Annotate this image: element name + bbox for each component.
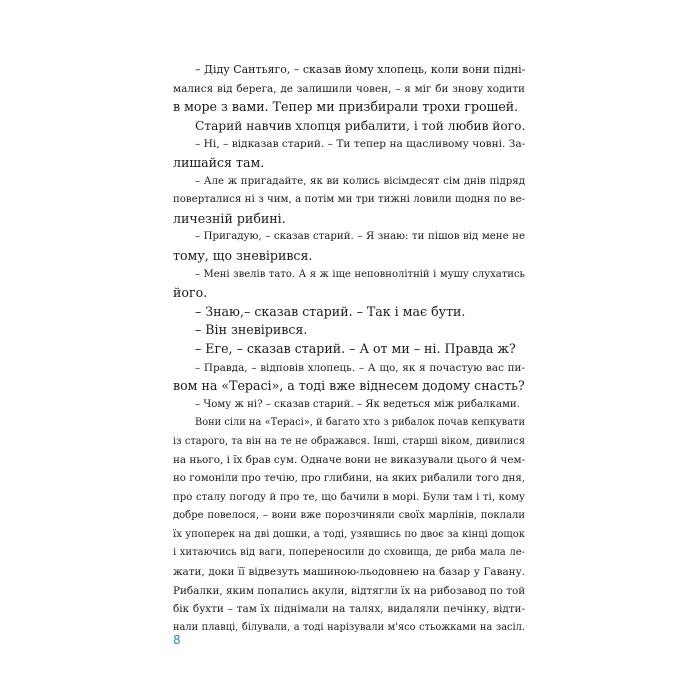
text-line: – Він зневірився. (195, 322, 308, 338)
text-line: – Пригадую, – сказав старий. – Я знаю: ти пішов від мене не (195, 231, 525, 243)
paragraph (173, 303, 525, 322)
text-line: на нього, і їх брав сум. Одначе вони не виказували цього й чем- (173, 454, 526, 467)
text-line: в море з вами. Тепер ми призбирали трохи грошей. (173, 99, 519, 115)
paragraph (173, 359, 525, 396)
body-text (173, 61, 525, 637)
text-line: малися від берега, де залишили човен, – я міг би знову ходити (173, 82, 525, 95)
text-line: Рибалки, яким попались акули, відтягли їх на рибозавод по той (173, 584, 526, 597)
paragraph (173, 340, 525, 359)
text-line: жати, доки її відвезуть машиною-льодовнею на базар у Гавану. (173, 566, 525, 579)
text-line: но гомоніли про течію, про глибини, на яких рибалили того дня, (173, 473, 525, 485)
text-line: вом на «Терасі», а тоді вже віднесем додому снасть? (173, 378, 525, 394)
paragraph (173, 61, 525, 117)
text-line: – Правда, – відповів хлопець. – А що, як я почастую вас пи- (195, 361, 525, 374)
page-number: 8 (173, 633, 181, 647)
text-line: Вони сіли на «Терасі», й багато хто з рибалок почав кепкувати (195, 417, 525, 429)
paragraph (173, 228, 525, 265)
paragraph (173, 266, 525, 303)
paragraph (173, 396, 525, 415)
text-line: – Знаю,– сказав старий. – Так і має бути. (195, 303, 466, 319)
text-line: – Ні, – відказав старий. – Ти тепер на щасливому човні. За- (195, 138, 526, 151)
paragraph (173, 173, 525, 229)
text-line: личезній рибині. (173, 210, 286, 226)
text-line: лишайся там. (173, 154, 265, 170)
text-line: поверталися ні з чим, а потім ми три тижні ловили щодня по ве- (173, 194, 525, 206)
text-line: – Діду Сантьяго, – сказав йому хлопець, коли вони підні- (195, 63, 526, 76)
text-line: і хитаючись від ваги, попереносили до сховища, де риба мала ле- (173, 547, 525, 559)
text-line: Старий навчив хлопця рибалити, і той любив його. (195, 118, 526, 133)
text-line: – Еге, – сказав старий. – А от ми – ні. Правда ж? (195, 340, 516, 356)
text-line: – Але ж пригадайте, як ви колись вісімдесят сім днів підряд (195, 175, 525, 187)
text-line: нали плавці, білували, а тоді нарізували м'ясо стьожками на засіл. (173, 621, 525, 633)
text-line: про сталу погоду й про те, що бачили в морі. Були там і ті, кому (173, 491, 525, 503)
text-line: добре повелося, – вони вже порозчиняли своїх марлінів, поклали (173, 510, 525, 522)
paragraph (173, 414, 525, 637)
text-line: – Чому ж ні? – сказав старий. – Як ведеться між рибалками. (195, 398, 520, 410)
paragraph (173, 135, 525, 172)
paragraph (173, 321, 525, 340)
paragraph (173, 117, 525, 136)
text-line: тому, що зневірився. (173, 247, 313, 263)
text-line: – Мені звелів тато. А я ж іще неповнолітній і мушу слухатись (195, 268, 525, 280)
text-line: їх упоперек на дві дошки, а тоді, узявшись по двоє за кінці дощок (173, 528, 525, 540)
text-line: із старого, та він на те не ображався. Інші, старші віком, дивилися (173, 435, 525, 447)
text-line: його. (173, 285, 208, 301)
text-line: бік бухти – там їх піднімали на талях, видаляли печінку, відти- (173, 603, 525, 616)
